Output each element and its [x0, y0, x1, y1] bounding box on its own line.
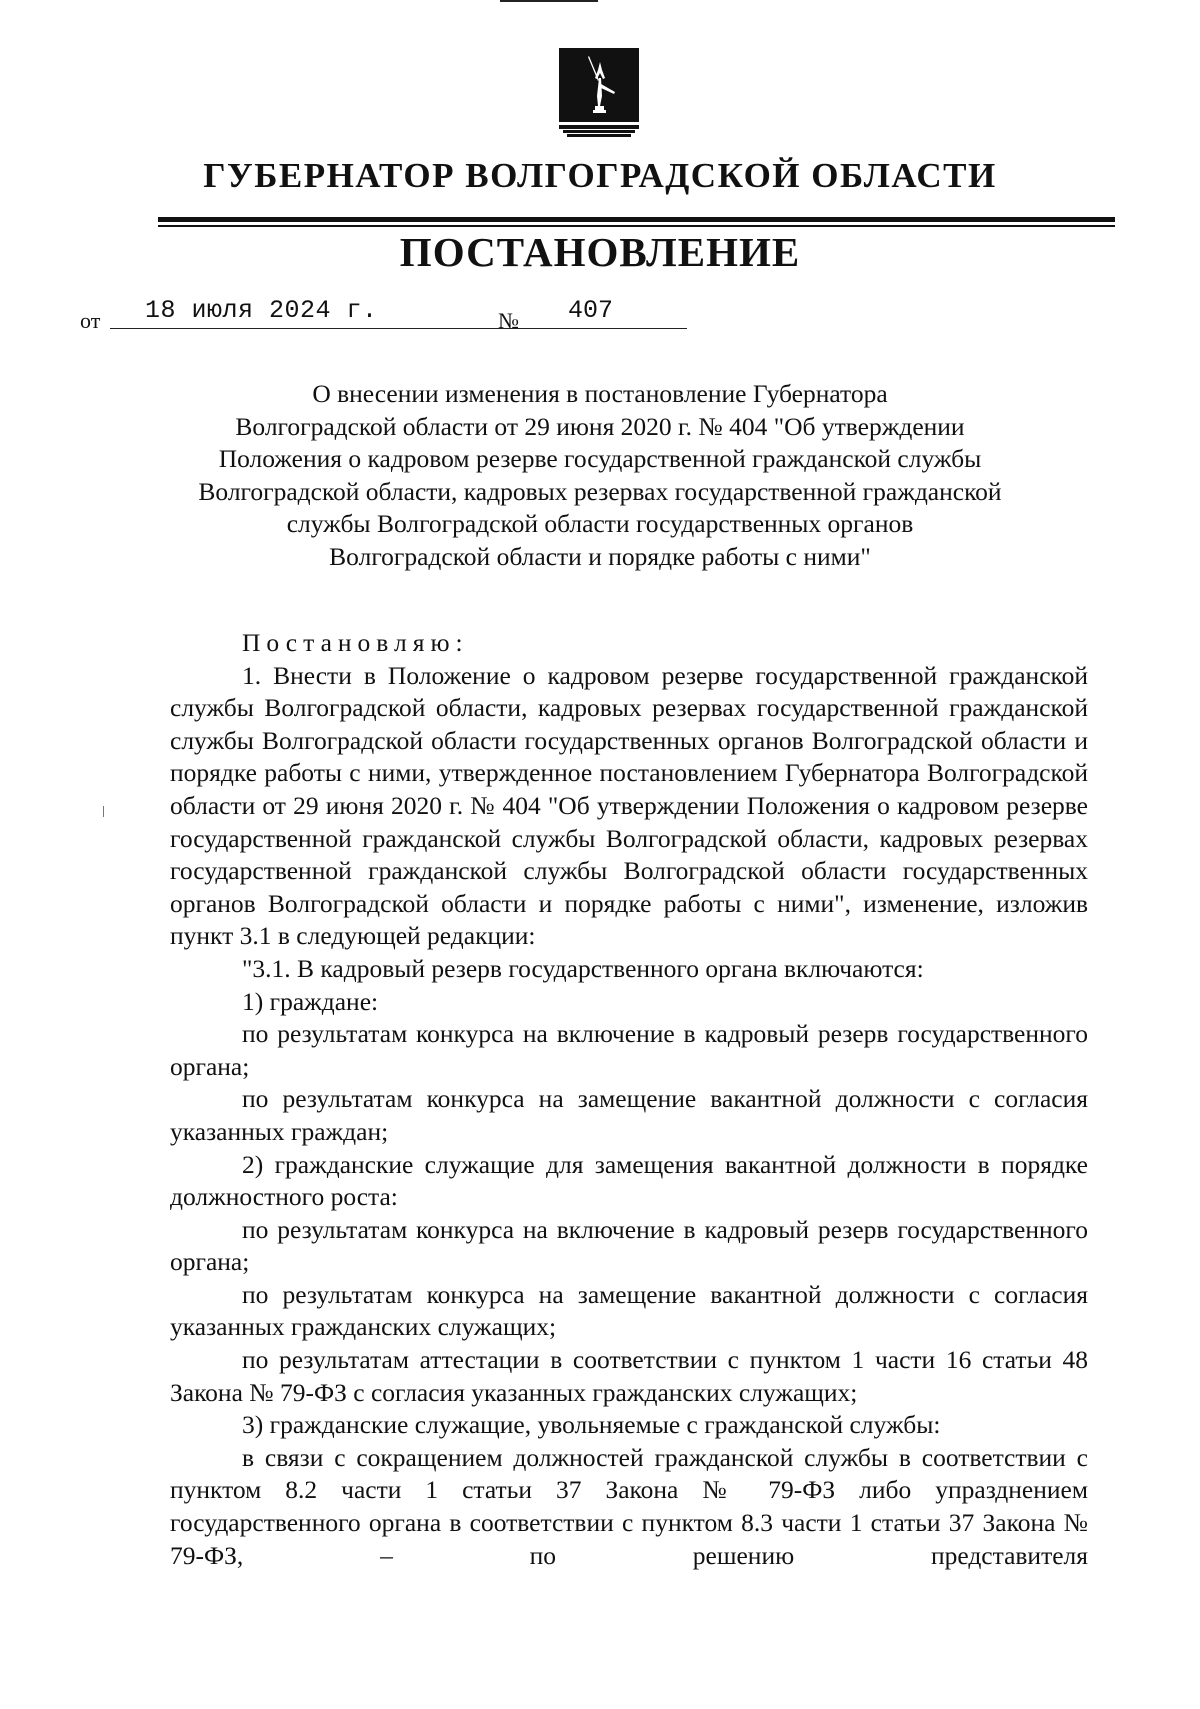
body-paragraph: "3.1. В кадровый резерв государственного органа включаются:	[242, 953, 924, 983]
document-number: 407	[568, 296, 614, 325]
decree-word: Постановляю:	[242, 628, 469, 657]
body-paragraph: 2) гражданские служащие для замещения вакантной должности в порядке должностного роста:	[170, 1149, 1088, 1212]
body-paragraph: по результатам конкурса на включение в кадровый резерв государственного органа;	[170, 1214, 1088, 1277]
subject-line: Волгоградской области и порядке работы с ними"	[329, 541, 871, 571]
body-paragraph: по результатам конкурса на замещение вакантной должности с согласия указанных граждан;	[170, 1084, 1088, 1146]
body-paragraph: 1) граждане:	[242, 986, 379, 1016]
document-body	[170, 627, 1088, 1572]
document-date: 18 июля 2024 г.	[145, 296, 378, 325]
subject-line: Волгоградской области, кадровых резервах государственной гражданской	[198, 476, 1002, 506]
body-paragraph: по результатам конкурса на замещение вакантной должности с согласия указанных гражданских служащих;	[170, 1279, 1088, 1342]
subject-line: Волгоградской области от 29 июня 2020 г. № 404 "Об утверждении	[235, 411, 965, 441]
body-paragraph: в связи с сокращением должностей гражданской службы в соответствии с пунктом 8.2 части 1 статьи 37 Закона № 79-ФЗ либо упразднением государственного органа в соответствии с пунктом 8.3 части 1 статьи 37 Закона № 79-ФЗ, – по решению представителя	[170, 1442, 1088, 1570]
number-underline	[527, 328, 687, 329]
date-number-row	[80, 296, 700, 336]
volgograd-coat-of-arms-icon	[559, 48, 639, 140]
header-rule-thick	[158, 217, 1115, 222]
number-label: №	[498, 308, 519, 333]
body-paragraph: 1. Внести в Положение о кадровом резерве государственной гражданской службы Волгоградской области, кадровых резервах государственной гражданской службы Волгоградской области государственных органов Волгоградской области и порядке работы с ними, утвержденное постановлением Губернатора Волгоградской области от 29 июня 2020 г. № 404 "Об утверждении Положения о кадровом резерве государственной гражданской службы Волгоградской области, кадровых резервах государственной гражданской службы Волгоградской области государственных органов Волгоградской области и порядке работы с ними", изменение, изложив пункт 3.1 в следующей редакции:	[170, 660, 1088, 951]
date-underline	[110, 328, 562, 329]
body-paragraph: по результатам конкурса на включение в кадровый резерв государственного органа;	[170, 1019, 1088, 1081]
date-label: от	[80, 308, 101, 333]
scan-edge-mark	[500, 0, 598, 2]
body-paragraph: по результатам аттестации в соответствии с пунктом 1 части 16 статьи 48 Закона № 79-ФЗ с согласия указанных гражданских служащих;	[170, 1345, 1088, 1407]
issuing-authority: ГУБЕРНАТОР ВОЛГОГРАДСКОЙ ОБЛАСТИ	[203, 156, 997, 195]
subject-line: Положения о кадровом резерве государственной гражданской службы	[218, 444, 982, 474]
body-paragraph: 3) гражданские служащие, увольняемые с гражданской службы:	[242, 1410, 941, 1440]
subject-line: службы Волгоградской области государственных органов	[286, 509, 914, 539]
scan-artifact-mark	[103, 806, 104, 817]
subject-line: О внесении изменения в постановление Губернатора	[312, 379, 888, 408]
header-rule-thin	[158, 225, 1115, 227]
document-subject	[120, 378, 1080, 574]
document-type-title: ПОСТАНОВЛЕНИЕ	[399, 229, 801, 275]
